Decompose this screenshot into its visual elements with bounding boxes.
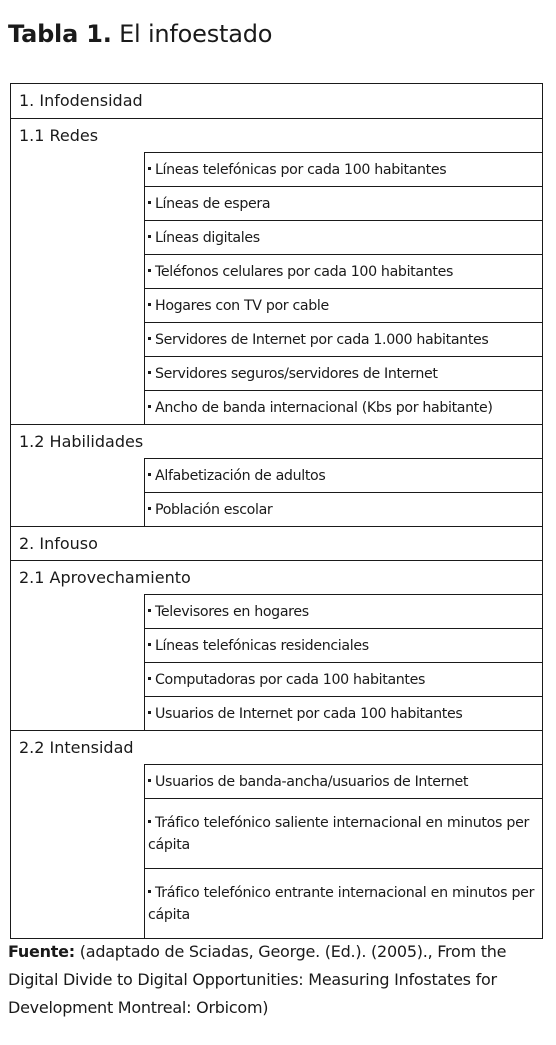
bullet-icon — [148, 269, 151, 272]
bullet-icon — [148, 507, 151, 510]
table-item-row — [144, 186, 542, 220]
table-item-row — [144, 152, 542, 186]
table-section-text: 1.1 Redes — [19, 125, 99, 145]
table-item-text: Servidores seguros/servidores de Internet — [155, 365, 438, 382]
table-item-text: Líneas telefónicas residenciales — [155, 637, 369, 654]
table-item-text: Usuarios de banda-ancha/usuarios de Internet — [155, 773, 469, 790]
table-item-row — [144, 492, 542, 526]
table-item-text: Población escolar — [155, 501, 273, 518]
table-item-row — [144, 322, 542, 356]
table-item-text: Líneas digitales — [155, 229, 260, 246]
table-item-row — [144, 220, 542, 254]
table-item-text: Computadoras por cada 100 habitantes — [155, 671, 426, 688]
table-section-text: 1. Infodensidad — [19, 91, 143, 110]
table-item-text: Servidores de Internet por cada 1.000 habitantes — [155, 331, 489, 348]
table-title — [8, 18, 272, 50]
bullet-icon — [148, 405, 151, 408]
table-title-label: Tabla 1. — [8, 20, 112, 48]
table-item-text: Alfabetización de adultos — [155, 467, 326, 484]
bullet-icon — [148, 303, 151, 306]
table-item-text: Televisores en hogares — [155, 603, 309, 620]
table-item-text: Tráfico telefónico saliente internacional en minutos per cápita — [148, 814, 530, 853]
table-item-row — [144, 356, 542, 390]
table-item-row — [144, 254, 542, 288]
table-item-row — [144, 628, 542, 662]
bullet-icon — [148, 677, 151, 680]
table-item-row — [144, 594, 542, 628]
bullet-icon — [148, 820, 151, 823]
table-item-wrap — [148, 882, 538, 926]
bullet-icon — [148, 643, 151, 646]
table-section-row — [11, 560, 542, 594]
table-item-text: Ancho de banda internacional (Kbs por habitante) — [155, 399, 493, 416]
table-section-row — [11, 526, 542, 560]
bullet-icon — [148, 473, 151, 476]
table-item-row — [144, 696, 542, 730]
table-section-text: 2. Infouso — [19, 533, 98, 553]
table-item-text: Teléfonos celulares por cada 100 habitantes — [155, 263, 453, 280]
table-section-row — [11, 730, 542, 764]
bullet-icon — [148, 890, 151, 893]
indicators-table — [10, 83, 543, 939]
table-item-text: Líneas de espera — [155, 195, 271, 212]
table-item-row — [144, 458, 542, 492]
table-item-text: Hogares con TV por cable — [155, 297, 329, 314]
table-item-row — [144, 868, 542, 938]
table-item-row — [144, 764, 542, 798]
bullet-icon — [148, 779, 151, 782]
table-section-text: 1.2 Habilidades — [19, 431, 144, 451]
table-section-row — [11, 84, 542, 118]
table-item-row — [144, 798, 542, 868]
bullet-icon — [148, 711, 151, 714]
table-item-wrap — [148, 812, 538, 856]
table-item-text: Tráfico telefónico entrante internacional en minutos per cápita — [148, 884, 535, 923]
table-section-row — [11, 424, 542, 458]
table-item-row — [144, 390, 542, 424]
table-title-text: El infoestado — [119, 20, 273, 48]
source-text: (adaptado de Sciadas, George. (Ed.). (2005)., From the Digital Divide to Digital Opportunities: Measuring Infostates for Development Montreal: Orbicom) — [8, 942, 507, 1017]
bullet-icon — [148, 337, 151, 340]
table-section-row — [11, 118, 542, 152]
source-note — [8, 938, 553, 1022]
bullet-icon — [148, 201, 151, 204]
bullet-icon — [148, 609, 151, 612]
source-label: Fuente: — [8, 942, 75, 961]
bullet-icon — [148, 235, 151, 238]
bullet-icon — [148, 167, 151, 170]
table-item-row — [144, 662, 542, 696]
table-section-text: 2.2 Intensidad — [19, 737, 134, 757]
table-item-row — [144, 288, 542, 322]
table-section-text: 2.1 Aprovechamiento — [19, 567, 191, 587]
bullet-icon — [148, 371, 151, 374]
table-item-text: Líneas telefónicas por cada 100 habitantes — [155, 161, 447, 178]
table-item-text: Usuarios de Internet por cada 100 habitantes — [155, 705, 463, 722]
